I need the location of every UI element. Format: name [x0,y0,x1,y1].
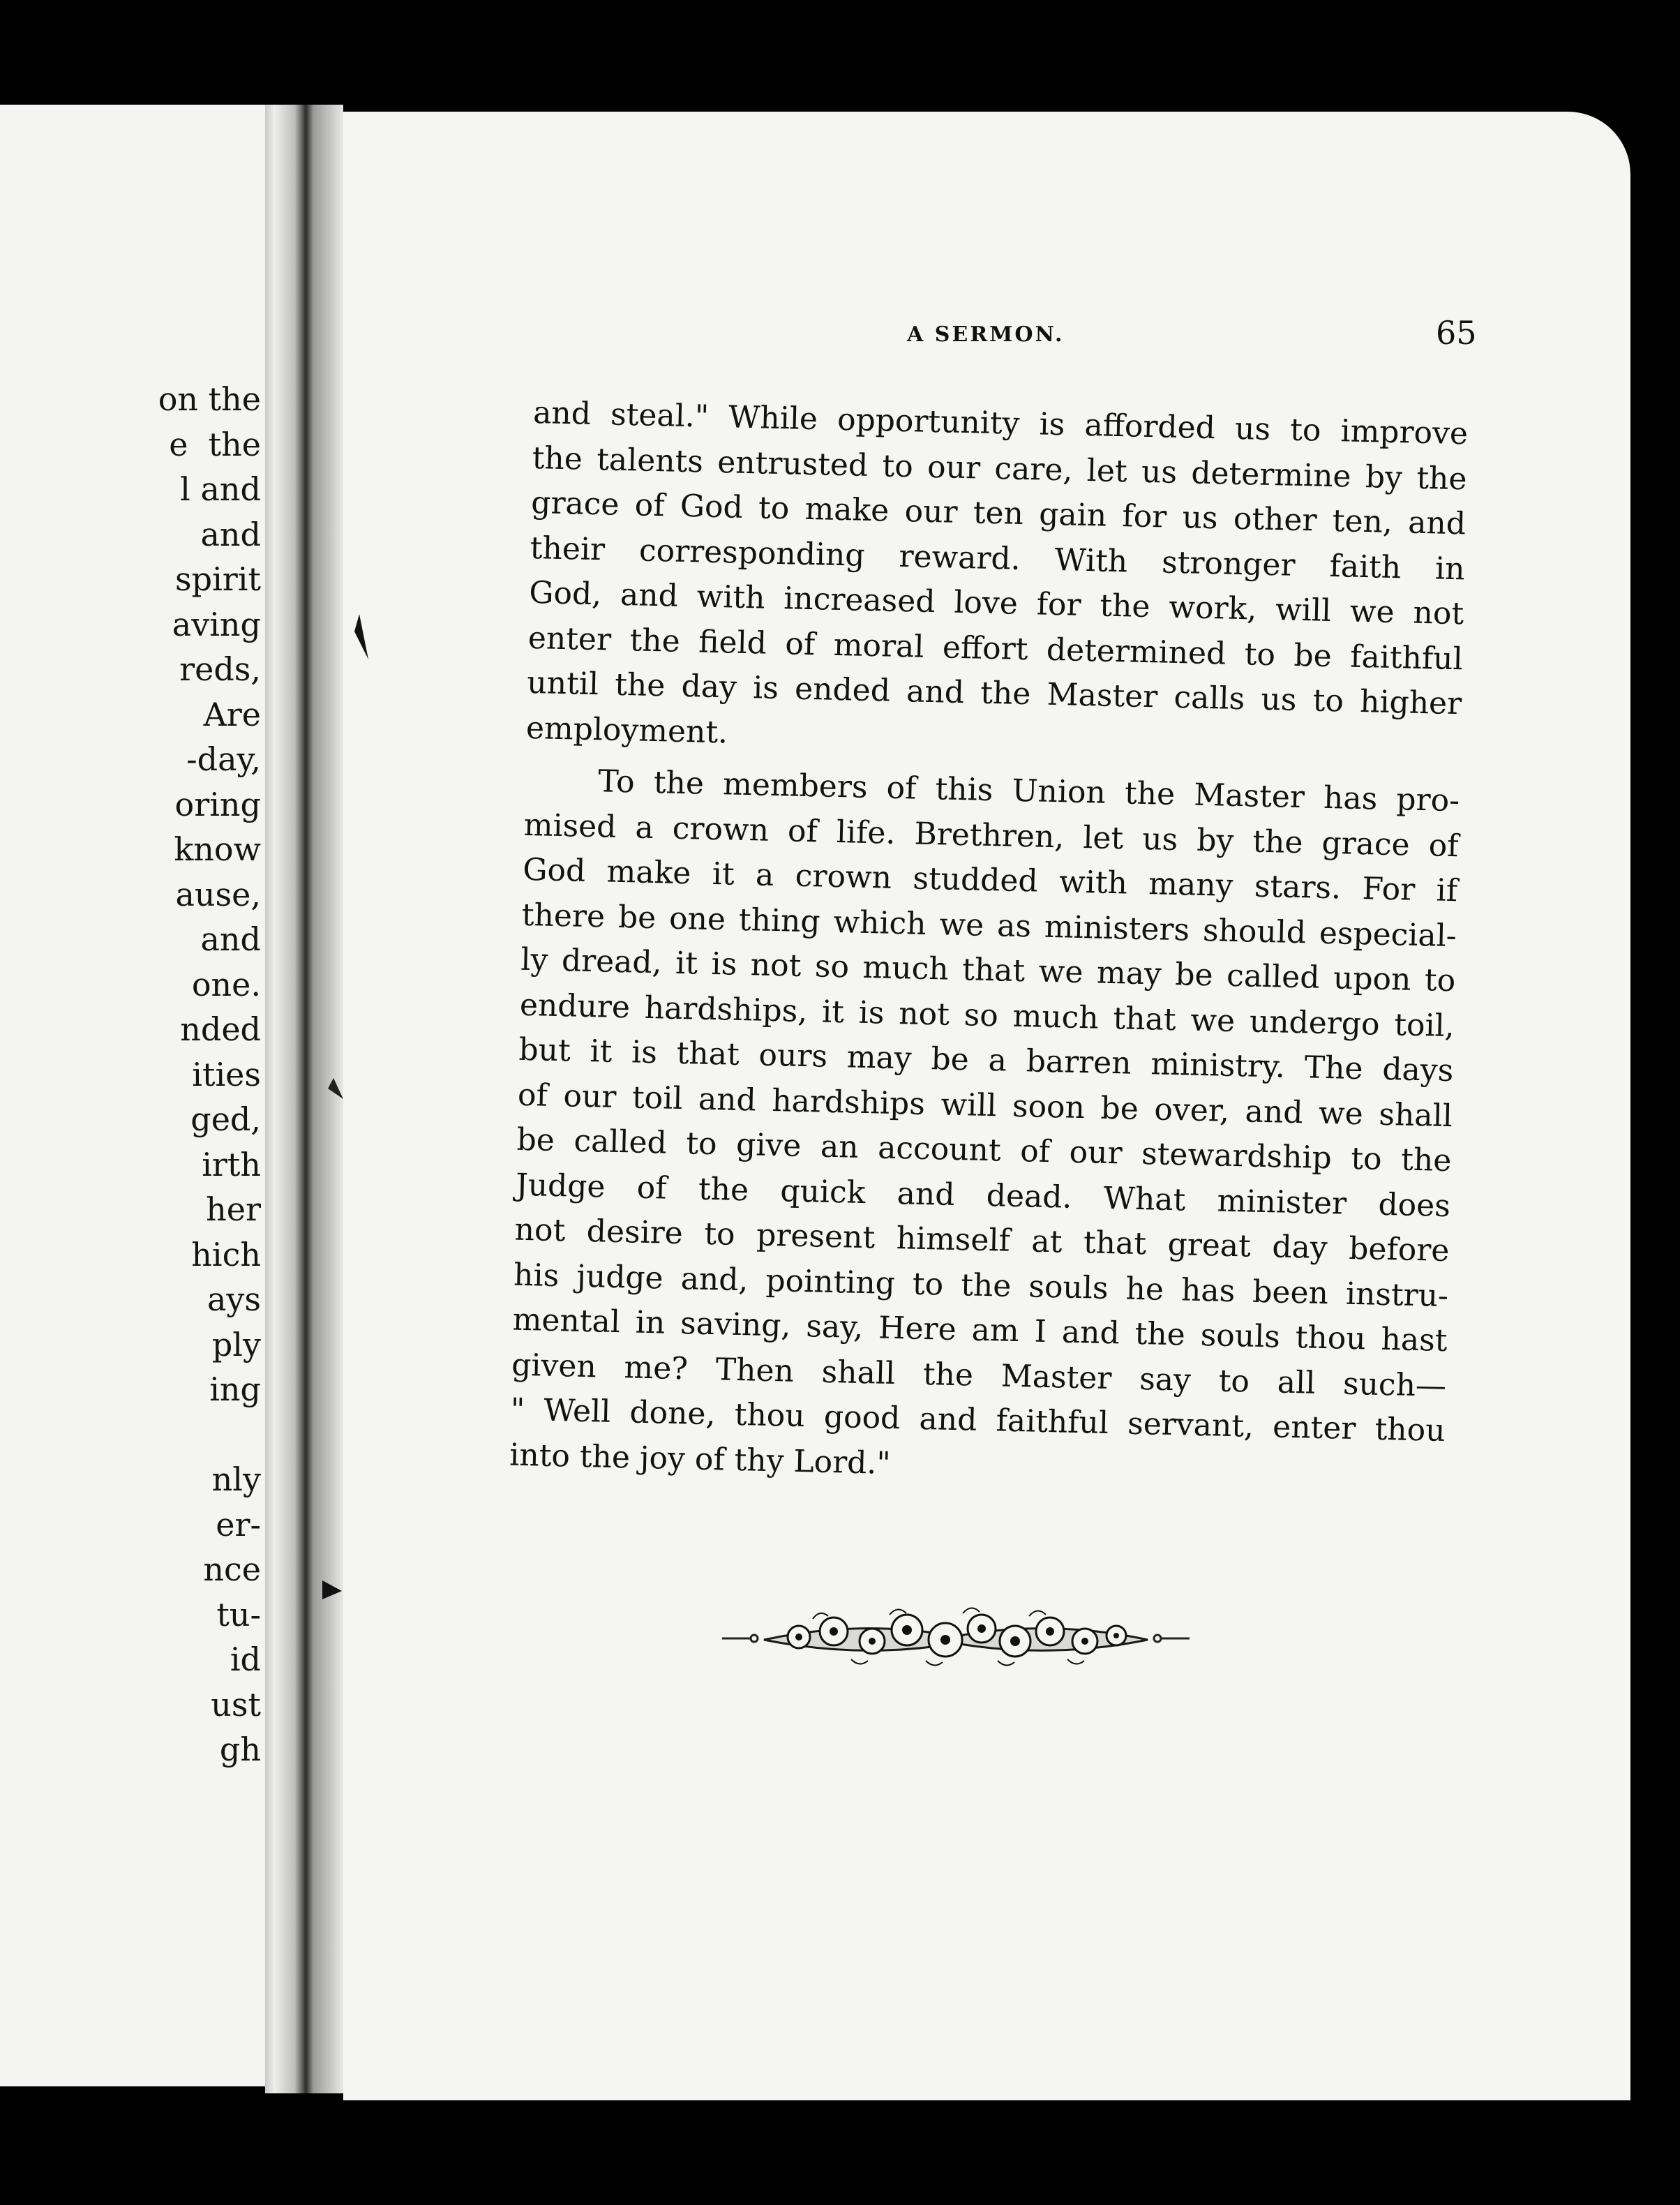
left-page-line: er- [216,1505,261,1544]
text-line: be called to give an account of our stewardship to the [516,1121,1452,1179]
left-page-line: id [230,1640,261,1678]
text-line: until the day is ended and the Master calls us to higher [526,664,1462,722]
left-page-line: and [200,920,261,958]
text-line: given me? Then shall the Master say to all such— [511,1347,1447,1404]
left-page-line: nce [203,1550,261,1588]
text-line: endure hardships, it is not so much that we undergo toil, [519,987,1455,1044]
left-page-line: hich [191,1235,261,1273]
left-page-line: ities [192,1055,261,1093]
left-page-text [158,377,261,1772]
text-line: mised a crown of life. Brethren, let us by the grace of [523,807,1460,864]
book-gutter [265,105,343,2093]
left-page-line: ays [207,1280,261,1318]
left-page-line: Are [203,695,261,733]
text-line: mental in saving, say, Here am I and the souls thou hast [512,1301,1448,1359]
text-line: grace of God to make our ten gain for us other ten, and [530,484,1467,542]
text-line: God make it a crown studded with many stars. For if [522,851,1458,909]
left-page-line: spirit [175,560,261,598]
text-line: their corresponding reward. With stronger faith in [530,530,1466,587]
floral-tailpiece-icon [722,1598,1190,1675]
left-page-line: and [200,515,261,553]
left-page-line: l and [180,470,261,508]
text-line: Judge of the quick and dead. What minister does [515,1167,1451,1224]
text-line: and steal." While opportunity is afforded us to improve [532,394,1469,452]
left-page-line: oring [174,785,261,823]
text-line: of our toil and hardships will soon be over, and we shall [517,1077,1453,1134]
left-page-line: nly [211,1460,261,1498]
left-page-line: nded [180,1010,261,1048]
text-line: " Well done, thou good and faithful servant, enter thou [510,1391,1446,1449]
left-page-line: tu- [216,1595,261,1634]
left-page-line: on the [158,380,261,418]
sermon-body-text [509,391,1469,1499]
text-line: God, and with increased love for the work, will we not [528,574,1464,632]
left-page-line: aving [172,605,261,643]
left-page-line [158,1412,261,1458]
left-page-line: ged, [190,1100,261,1138]
text-line: ly dread, it is not so much that we may be called upon to [520,941,1456,999]
left-page-line: ing [209,1370,261,1408]
left-page-line: -day, [186,740,261,778]
left-facing-page [0,105,265,2086]
running-head: A SERMON. [907,322,1065,347]
text-line: his judge and, pointing to the souls he has been instru- [513,1257,1449,1314]
left-page-line: irth [202,1145,261,1183]
text-line: employment. [525,710,728,750]
text-line: not desire to present himself at that great day before [514,1211,1450,1269]
paragraph [509,758,1460,1499]
text-line: the talents entrusted to our care, let us determine by the [532,440,1468,497]
left-page-line: her [206,1190,261,1228]
text-line: but it is that ours may be a barren ministry. The days [518,1031,1454,1089]
left-page-line: e the [169,425,261,463]
left-page-line: reds, [179,650,261,688]
text-line: there be one thing which we as ministers should especial- [521,897,1457,954]
left-page-line: know [174,830,261,868]
left-page-line: ply [211,1325,261,1363]
paragraph [525,391,1468,772]
left-page-line: gh [219,1731,261,1768]
left-page-line: ause, [175,875,261,913]
text-line: into the joy of thy Lord." [509,1437,892,1481]
text-line: enter the field of moral effort determined to be faithful [527,620,1464,677]
left-page-line: ust [211,1685,261,1724]
left-page-line: one. [191,965,261,1003]
page-number: 65 [1436,314,1477,352]
text-line: To the members of this Union the Master has pro- [597,763,1460,819]
